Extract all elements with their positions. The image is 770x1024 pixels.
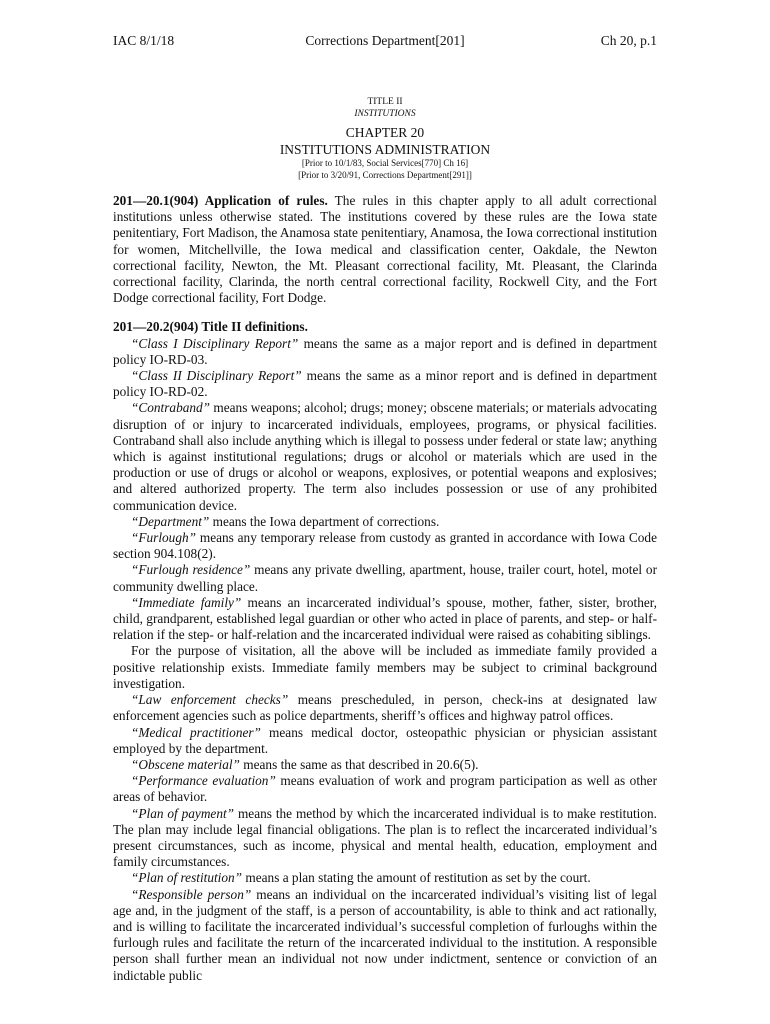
definition-term: “Performance evaluation” xyxy=(131,773,276,789)
definition-paragraph xyxy=(113,530,657,562)
definition-paragraph xyxy=(113,870,657,886)
definition-paragraph xyxy=(113,400,657,513)
definition-paragraph xyxy=(113,368,657,400)
definition-term: “Furlough” xyxy=(131,530,197,546)
definition-text: For the purpose of visitation, all the above will be included as immediate family provided a positive relationship exists. Immediate family members may be subject to criminal background investigation. xyxy=(113,643,657,691)
definition-text: means the same as a minor report and is defined in department policy IO-RD-02. xyxy=(113,368,657,400)
definition-term: “Contraband” xyxy=(131,400,211,416)
prior-history-note-1: [Prior to 10/1/83, Social Services[770] Ch 16] xyxy=(301,158,469,168)
definition-paragraph xyxy=(113,725,657,757)
definition-text: means any private dwelling, apartment, house, trailer court, hotel, motel or community dwelling place. xyxy=(113,562,657,594)
definition-text: means a plan stating the amount of restitution as set by the court. xyxy=(242,870,591,886)
definition-term: “Plan of payment” xyxy=(131,805,235,821)
header-page-ref: Ch 20, p.1 xyxy=(600,33,657,48)
rule-text: The rules in this chapter apply to all adult correctional institutions unless otherwise stated. The institutions covered by these rules are the Iowa state penitentiary, Fort Madison, the Anamosa state penitentiary, Anamosa, the Iowa correctional institution for women, Mitchellville, the Iowa medical and classification center, Oakdale, the Newton correctional facility, Newton, the Mt. Pleasant correctional facility, Mt. Pleasant, the Clarinda correctional facility, Clarinda, the north central correctional facility, Rockwell City, and the Fort Dodge correctional facility, Fort Dodge. xyxy=(113,193,657,306)
definition-text: means the same as that described in 20.6(5). xyxy=(239,756,479,772)
definition-paragraph xyxy=(113,562,657,594)
definition-paragraph xyxy=(113,757,657,773)
chapter-title: INSTITUTIONS ADMINISTRATION xyxy=(279,142,491,157)
definition-paragraph xyxy=(113,514,657,530)
rule-paragraph xyxy=(113,193,657,306)
paragraph-gap xyxy=(113,306,657,319)
visitation-paragraph xyxy=(113,643,657,692)
definition-term: “Obscene material” xyxy=(131,756,240,772)
running-header xyxy=(113,33,657,51)
header-department: Corrections Department[201] xyxy=(305,33,465,48)
definition-text: means weapons; alcohol; drugs; money; obscene materials; or materials advocating disruption of or injury to incarcerated individuals, employees, programs, or physical facilities. Contraband shall also include anything which is illegal to possess under federal or state law; anything which is against institutional regulations; drugs or alcohol or materials which are used in the production or use of drugs or alcohol or weapons, explosives, or potential weapons and explosives; and altered authorized property. The term also includes possession or use of any prohibited communication device. xyxy=(113,400,657,513)
title-line: TITLE II xyxy=(367,97,403,107)
definition-term: “Class II Disciplinary Report” xyxy=(131,368,302,384)
definition-term: “Medical practitioner” xyxy=(131,724,261,740)
definition-paragraph xyxy=(113,887,657,984)
definition-text: means the method by which the incarcerated individual is to make restitution. The plan may include legal financial obligations. The plan is to reflect the incarcerated individual’s present circumstances, such as income, physical and mental health, education, employment and family circumstances. xyxy=(113,805,657,870)
header-code-date: IAC 8/1/18 xyxy=(113,33,175,48)
definition-paragraph xyxy=(113,336,657,368)
body-text xyxy=(113,193,657,984)
definition-text: means an incarcerated individual’s spouse, mother, father, sister, brother, child, grandparent, established legal guardian or other who acted in place of parents, and step- or half-relation if the step- or half-relation and the incarcerated individual were raised as cohabiting siblings. xyxy=(113,594,657,643)
definition-term: “Class I Disciplinary Report” xyxy=(131,335,299,351)
definition-term: “Law enforcement checks” xyxy=(131,692,289,708)
rule-heading: 201—20.2(904) Title II definitions. xyxy=(113,319,308,335)
definition-paragraph xyxy=(113,595,657,644)
chapter-number: CHAPTER 20 xyxy=(345,125,425,140)
definition-text: means the Iowa department of corrections. xyxy=(209,513,440,529)
title-block xyxy=(113,96,657,181)
definition-text: means evaluation of work and program participation as well as other areas of behavior. xyxy=(113,773,657,805)
rule-heading: 201—20.1(904) Application of rules. xyxy=(113,193,328,208)
definition-term: “Responsible person” xyxy=(131,886,252,902)
definition-text: means prescheduled, in person, check-ins at designated law enforcement agencies such as police departments, sheriff’s offices and highway patrol offices. xyxy=(113,692,657,724)
definition-text: means an individual on the incarcerated individual’s visiting list of legal age and, in the judgment of the staff, is a person of accountability, is able to think and act rationally, and is willing to facilitate the incarcerated individual’s successful completion of furloughs within the furlough rules and facilitate the return of the incarcerated individual to the institution. A responsible person shall further mean an individual not now under indictment, sentence or conviction of an indictable public xyxy=(113,886,657,983)
definition-paragraph xyxy=(113,773,657,805)
definition-term: “Furlough residence” xyxy=(131,562,251,578)
rule-paragraph xyxy=(113,319,657,335)
definition-text: means any temporary release from custody as granted in accordance with Iowa Code section 904.108(2). xyxy=(113,530,657,562)
definition-paragraph xyxy=(113,806,657,871)
definition-term: “Plan of restitution” xyxy=(131,870,243,886)
definition-text: means medical doctor, osteopathic physician or physician assistant employed by the department. xyxy=(113,724,657,756)
definition-term: “Immediate family” xyxy=(131,594,242,610)
definition-term: “Department” xyxy=(131,513,210,529)
definition-text: means the same as a major report and is defined in department policy IO-RD-03. xyxy=(113,335,658,367)
title-subtitle: INSTITUTIONS xyxy=(354,109,416,119)
prior-history-note-2: [Prior to 3/20/91, Corrections Department[291]] xyxy=(298,169,472,180)
definition-paragraph xyxy=(113,692,657,724)
